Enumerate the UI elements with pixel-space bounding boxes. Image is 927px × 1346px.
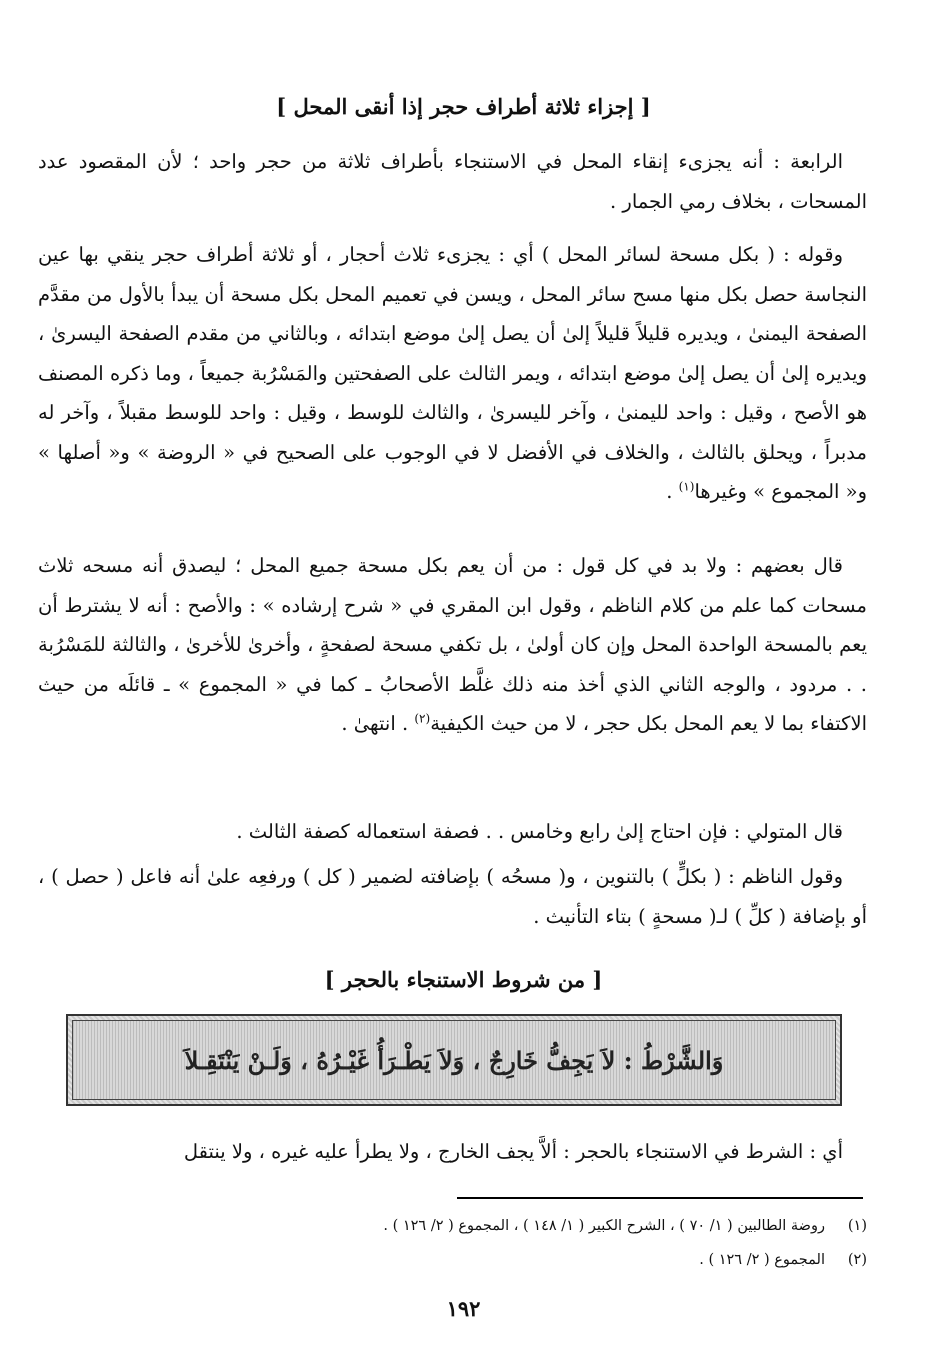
paragraph-nazim: وقول الناظم : ( بكلٍّ ) بالتنوين ، و( مسحُه ) بإضافته لضمير ( كل ) ورفعِه علىٰ أنه فاعل ( حصل ) ، أو بإضافة ( كلِّ ) لـ( مسحةٍ ) بتاء التأنيث . <box>38 865 867 928</box>
footnote-ref-1: (١) <box>678 479 695 494</box>
paragraph-condition: أي : الشرط في الاستنجاء بالحجر : ألاَّ يجف الخارج ، ولا يطرأ عليه غيره ، ولا ينتقل <box>183 1140 843 1163</box>
paragraph-text: وقوله : ( بكل مسحة لسائر المحل ) أي : يجزىء ثلاث أحجار ، أو ثلاثة أطراف حجر ينقي بها عين النجاسة حصل بكل منها مسح سائر المحل ، ويسن في تعميم المحل بكل مسحة أن يبدأ بالأول من مقدَّم الصفحة اليمنىٰ ، ويديره قليلاً قليلاً إلىٰ أن يصل إلىٰ موضع ابتدائه ، وبالثاني من مقدم الصفحة اليسرىٰ ، ويديره إلىٰ أن يصل إلىٰ موضع ابتدائه ، ويمر الثالث على الصفحتين والمَسْرُبة جميعاً ، وما ذكره المصنف هو الأصح ، وقيل : واحد لليمنىٰ ، وآخر لليسرىٰ ، والثالث للوسط ، وقيل : واحد للوسط مقبلاً ، وآخر له مدبراً ، ويحلق بالثالث ، والخلاف في الأفضل لا في الوجوب على الصحيح في « الروضة » و« أصلها » و« المجموع » وغيرها <box>38 243 867 503</box>
paragraph-some-scholars <box>38 546 867 744</box>
section-heading-conditions: [ من شروط الاستنجاء بالحجر ] <box>324 967 603 992</box>
section-heading: [ إجزاء ثلاثة أطراف حجر إذا أنقى المحل ] <box>276 94 651 119</box>
page-number: ١٩٢ <box>446 1296 481 1321</box>
paragraph-text: قال بعضهم : ولا بد في كل قول : من أن يعم بكل مسحة جميع المحل ؛ ليصدق أنه مسحه ثلاث مسحات كما علم من كلام الناظم ، وقول ابن المقري في « شرح إرشاده » : والأصح : أنه لا يشترط أن يعم بالمسحة الواحدة المحل وإن كان أولىٰ ، بل تكفي مسحة لصفحةٍ ، وأخرىٰ للأخرىٰ ، والثالثة للمَسْرُبة . . مردود ، والوجه الثاني الذي أخذ منه ذلك غلَّط الأصحابُ ـ كما في « المجموع » ـ قائلَه من حيث الاكتفاء بما لا يعم المحل بكل حجر ، لا من حيث الكيفية <box>38 554 867 735</box>
verse-line: وَالشَّرْطُ : لاَ يَجِفُّ خَارِجٌ ، وَلاَ يَطْـرَأُ غَيْـرُهُ ، وَلَـنْ يَنْتَقِـلاَ <box>184 1045 724 1075</box>
paragraph-mutawalli: قال المتولي : فإن احتاج إلىٰ رابع وخامس . . فصفة استعماله كصفة الثالث . <box>236 820 843 843</box>
footnote-2 <box>300 1252 867 1268</box>
paragraph-end: . انتهىٰ . <box>341 712 415 735</box>
footnote-number: (٢) <box>847 1252 867 1268</box>
footnote-1 <box>300 1218 867 1234</box>
verse-box <box>66 1014 842 1106</box>
verse-frame <box>72 1020 836 1100</box>
footnote-divider <box>457 1197 863 1199</box>
paragraph-fourth: الرابعة : أنه يجزىء إنقاء المحل في الاستنجاء بأطراف ثلاثة من حجر واحد ؛ لأن المقصود عدد المسحات ، بخلاف رمي الجمار . <box>38 150 867 213</box>
footnote-ref-2: (٢) <box>414 711 431 726</box>
paragraph-commentary <box>38 235 867 512</box>
footnote-text: روضة الطالبين ( ١/ ٧٠ ) ، الشرح الكبير ( ١/ ١٤٨ ) ، المجموع ( ٢/ ١٢٦ ) . <box>383 1218 825 1234</box>
footnote-number: (١) <box>847 1218 867 1234</box>
paragraph-end: . <box>666 480 679 503</box>
footnote-text: المجموع ( ٢/ ١٢٦ ) . <box>699 1252 825 1268</box>
